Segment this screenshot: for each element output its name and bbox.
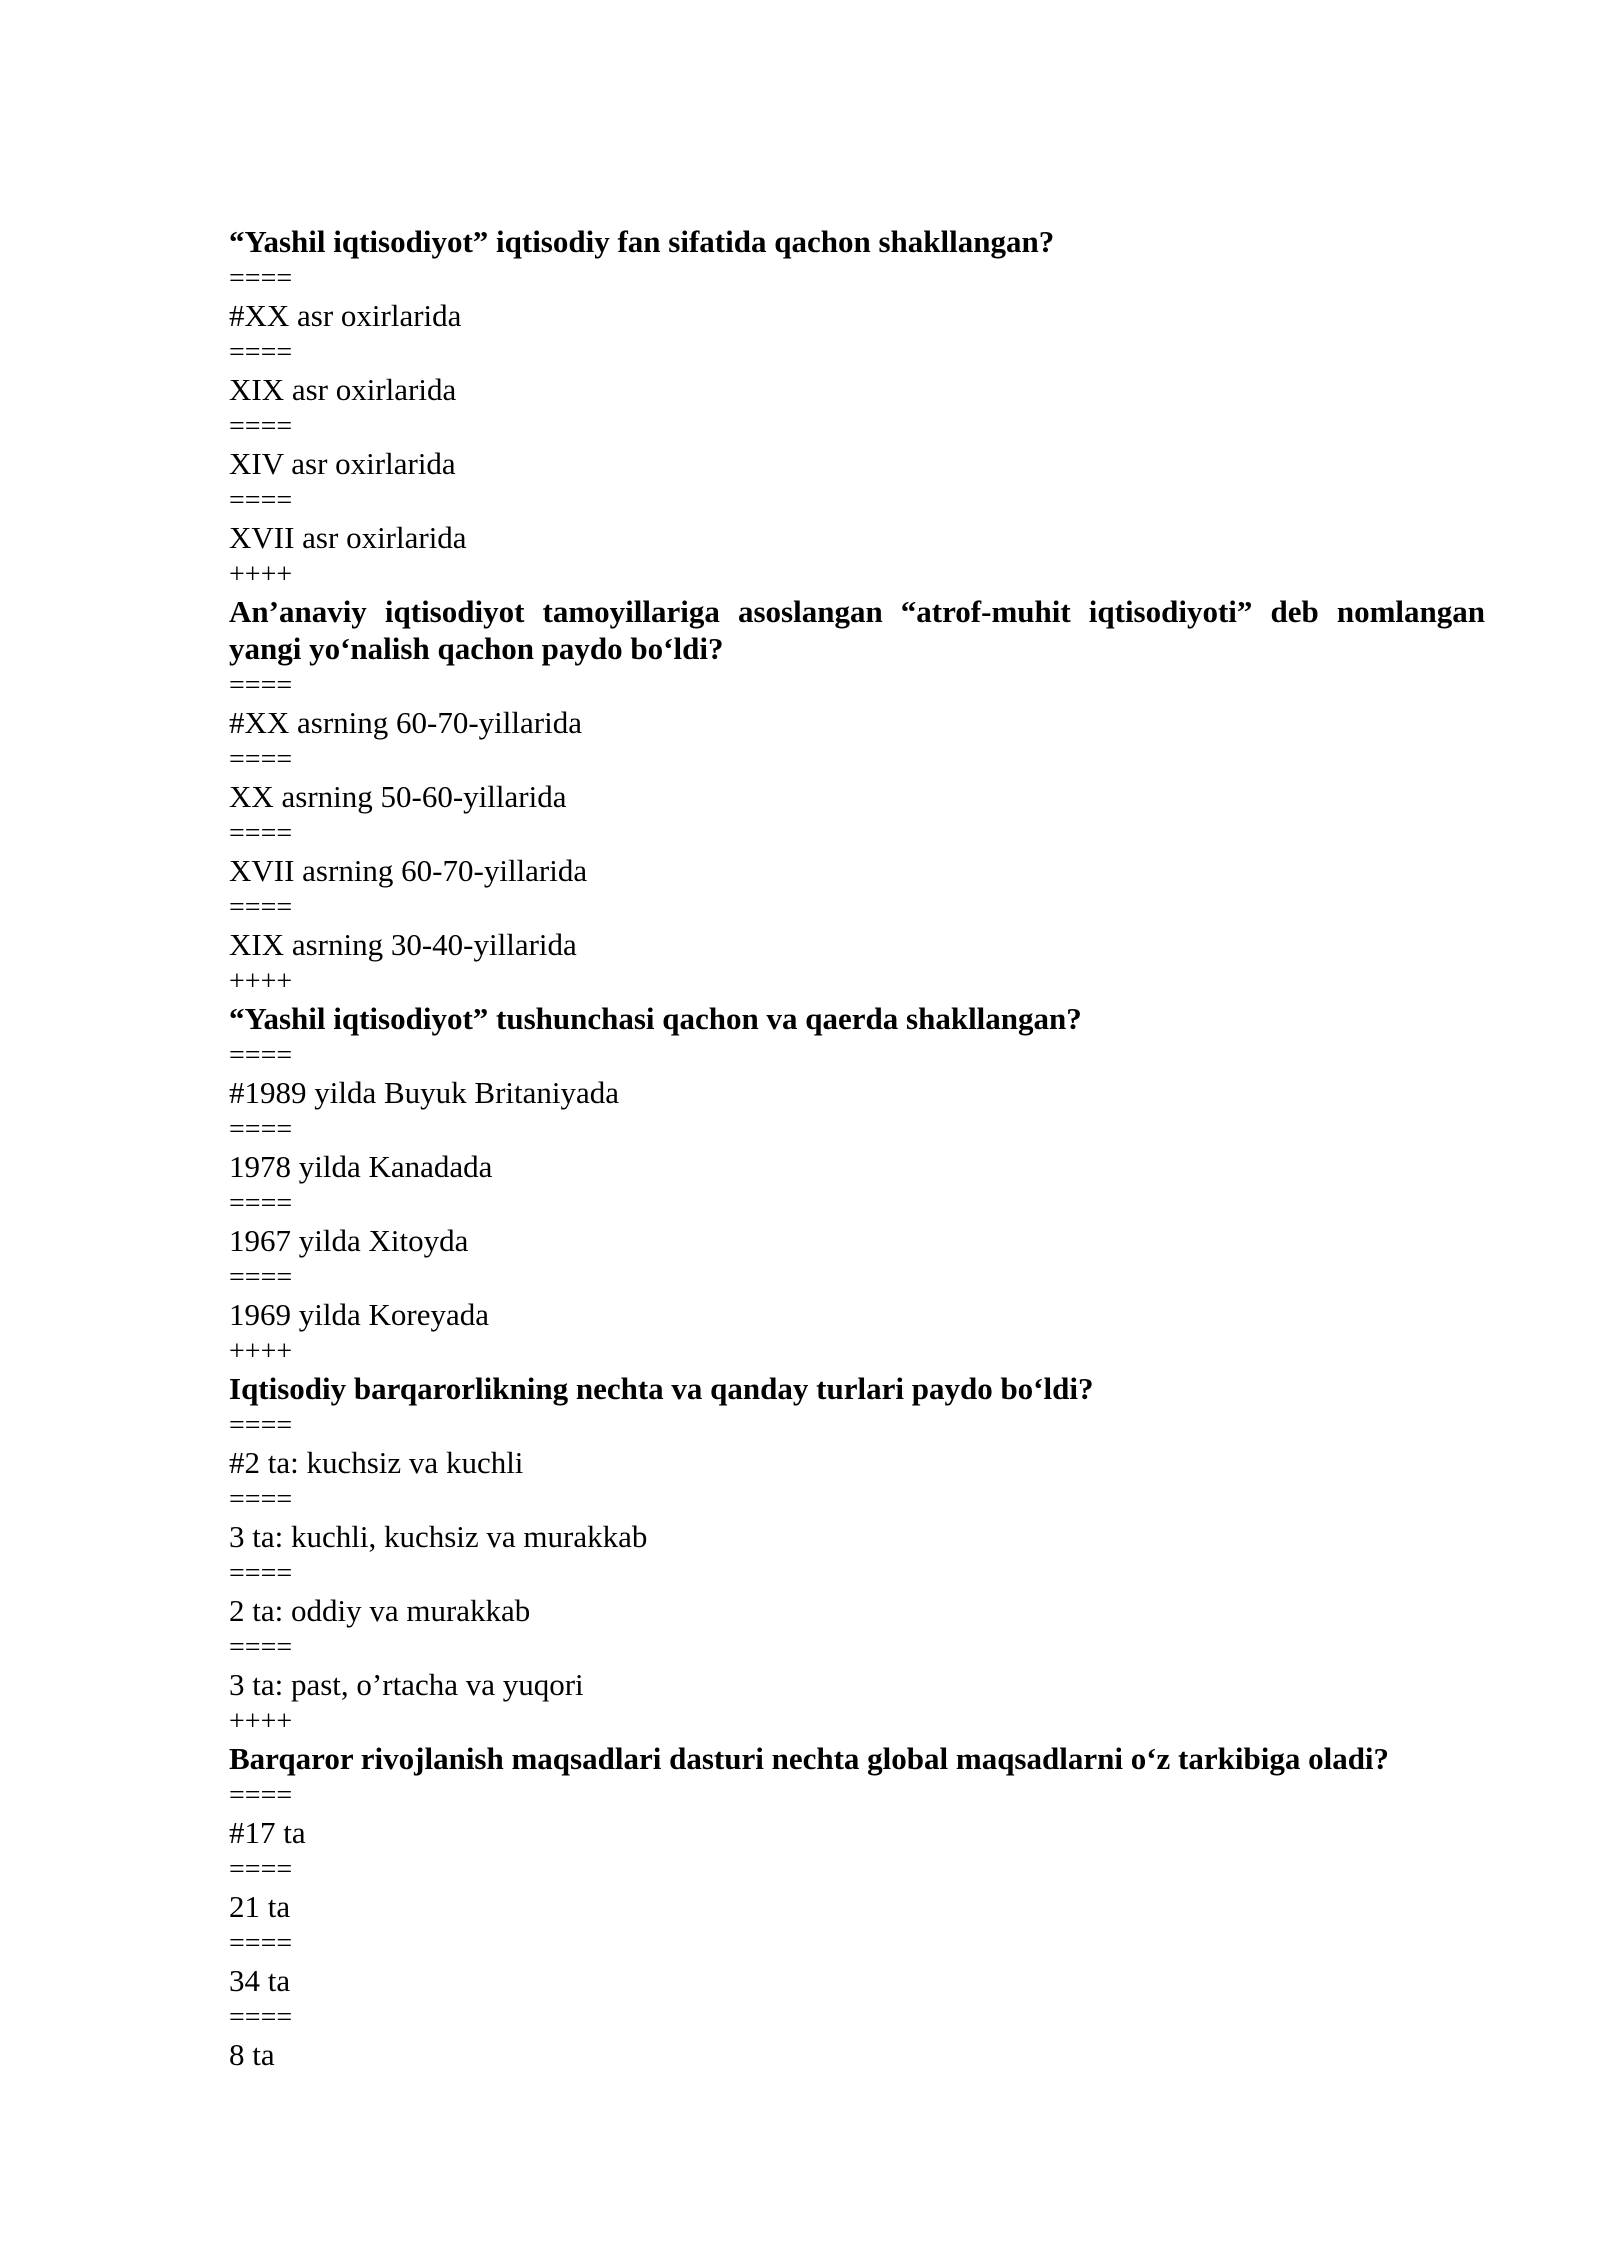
answer-option-correct: #1989 yilda Buyuk Britaniyada xyxy=(229,1075,620,1110)
answer-option: 21 ta xyxy=(229,1889,291,1924)
answer-separator: ==== xyxy=(229,1854,293,1885)
answer-option: 1969 yilda Koreyada xyxy=(229,1297,489,1332)
answer-option: XX asrning 50-60-yillarida xyxy=(229,779,567,814)
answer-separator: ==== xyxy=(229,1114,293,1145)
answer-option-correct: #2 ta: kuchsiz va kuchli xyxy=(229,1445,524,1480)
question-text: “Yashil iqtisodiyot” tushunchasi qachon va qaerda shakllangan? xyxy=(229,1001,1082,1036)
answer-option: 1978 yilda Kanadada xyxy=(229,1149,493,1184)
answer-option: XIX asr oxirlarida xyxy=(229,372,457,407)
answer-separator: ==== xyxy=(229,670,293,701)
answer-separator: ==== xyxy=(229,411,293,442)
question-end-marker: ++++ xyxy=(229,559,293,590)
answer-option: XIV asr oxirlarida xyxy=(229,446,456,481)
answer-option: XVII asr oxirlarida xyxy=(229,520,467,555)
answer-option: 1967 yilda Xitoyda xyxy=(229,1223,469,1258)
answer-option: 3 ta: kuchli, kuchsiz va murakkab xyxy=(229,1519,648,1554)
answer-separator: ==== xyxy=(229,1484,293,1515)
answer-option: 3 ta: past, o’rtacha va yuqori xyxy=(229,1667,584,1702)
answer-separator: ==== xyxy=(229,1188,293,1219)
answer-option-correct: #17 ta xyxy=(229,1815,306,1850)
test-questions-list xyxy=(229,223,1493,2073)
question-text: An’anaviy iqtisodiyot tamoyillariga asoslangan “atrof-muhit iqtisodiyoti” deb nomlangan yangi yo‘nalish qachon paydo bo‘ldi? xyxy=(229,594,1493,666)
answer-option: 34 ta xyxy=(229,1963,291,1998)
answer-separator: ==== xyxy=(229,337,293,368)
answer-option: XIX asrning 30-40-yillarida xyxy=(229,927,577,962)
answer-separator: ==== xyxy=(229,1632,293,1663)
answer-option-correct: #XX asr oxirlarida xyxy=(229,298,462,333)
answer-separator: ==== xyxy=(229,892,293,923)
answer-separator: ==== xyxy=(229,485,293,516)
question-block xyxy=(229,223,1485,593)
answer-separator: ==== xyxy=(229,1262,293,1293)
question-end-marker: ++++ xyxy=(229,966,293,997)
answer-separator: ==== xyxy=(229,744,293,775)
answer-separator: ==== xyxy=(229,2002,293,2033)
answer-separator: ==== xyxy=(229,1928,293,1959)
answer-separator: ==== xyxy=(229,1040,293,1071)
answer-separator: ==== xyxy=(229,1410,293,1441)
answer-separator: ==== xyxy=(229,1780,293,1811)
answer-separator: ==== xyxy=(229,263,293,294)
question-block xyxy=(229,593,1493,1000)
question-block xyxy=(229,1740,1485,2073)
answer-separator: ==== xyxy=(229,818,293,849)
answer-option-correct: #XX asrning 60-70-yillarida xyxy=(229,705,582,740)
question-end-marker: ++++ xyxy=(229,1336,293,1367)
question-block xyxy=(229,1000,1485,1370)
question-text: Barqaror rivojlanish maqsadlari dasturi nechta global maqsadlarni o‘z tarkibiga oladi? xyxy=(229,1741,1390,1776)
question-text: “Yashil iqtisodiyot” iqtisodiy fan sifatida qachon shakllangan? xyxy=(229,224,1055,259)
question-end-marker: ++++ xyxy=(229,1706,293,1737)
question-text: Iqtisodiy barqarorlikning nechta va qanday turlari paydo bo‘ldi? xyxy=(229,1371,1094,1406)
answer-option: XVII asrning 60-70-yillarida xyxy=(229,853,588,888)
answer-option: 2 ta: oddiy va murakkab xyxy=(229,1593,531,1628)
answer-option: 8 ta xyxy=(229,2037,275,2072)
question-block xyxy=(229,1370,1485,1740)
answer-separator: ==== xyxy=(229,1558,293,1589)
